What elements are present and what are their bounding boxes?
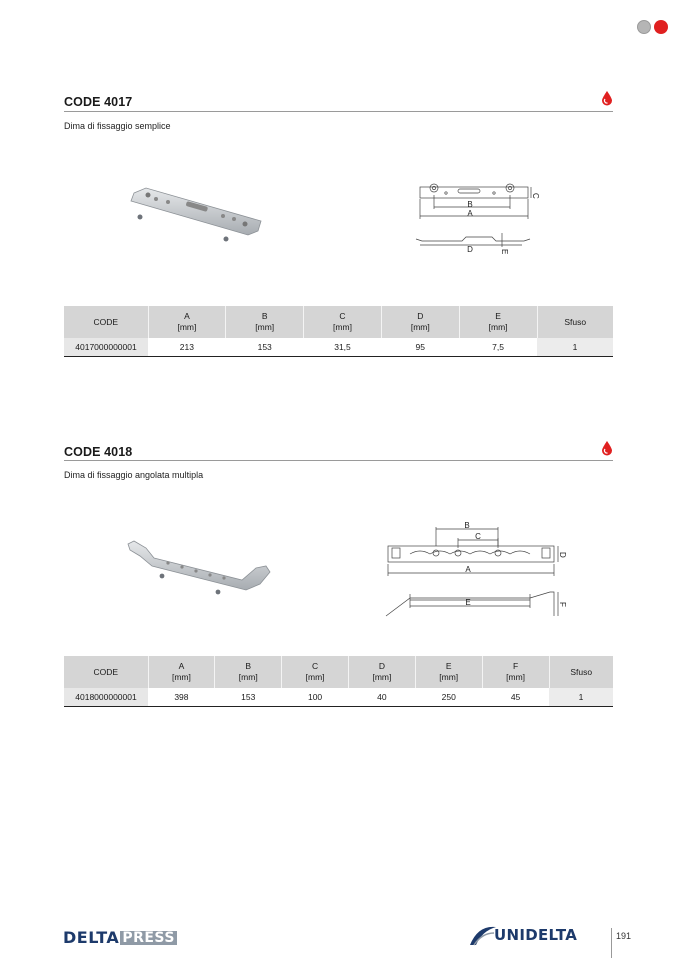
col-header-code: CODE	[64, 306, 148, 338]
col-header-sfuso: Sfuso	[549, 656, 613, 688]
dim-label-b: B	[464, 521, 470, 530]
cell-sfuso: 1	[537, 338, 613, 356]
cell-d: 95	[381, 338, 459, 356]
dim-label-e: E	[500, 249, 509, 255]
cell-code: 4017000000001	[64, 338, 148, 356]
cell-b: 153	[215, 688, 282, 706]
logo-text-delta: DELTA	[63, 928, 120, 947]
section-subtitle-4018: Dima di fissaggio angolata multipla	[64, 470, 204, 480]
col-header-sfuso: Sfuso	[537, 306, 613, 338]
table-row	[64, 688, 613, 706]
cell-d: 40	[348, 688, 415, 706]
cell-a: 213	[148, 338, 226, 356]
dim-label-c: C	[531, 193, 540, 199]
col-header-d: D [mm]	[381, 306, 459, 338]
col-header-b: B [mm]	[215, 656, 282, 688]
col-header-c: C [mm]	[282, 656, 349, 688]
deltapress-logo	[63, 928, 177, 947]
dim-label-c: C	[475, 532, 481, 541]
cell-c: 100	[282, 688, 349, 706]
logo-text-unidelta: UNIDELTA	[494, 926, 578, 944]
section-title-4017: CODE 4017	[64, 95, 133, 109]
dim-label-d: D	[467, 245, 473, 254]
col-header-a: A [mm]	[148, 306, 226, 338]
logo-text-press: PRESS	[122, 929, 175, 946]
dim-label-b: B	[467, 200, 473, 209]
col-header-b: B [mm]	[226, 306, 304, 338]
grey-category-dot	[637, 20, 651, 34]
col-header-code: CODE	[64, 656, 148, 688]
product-photo-4017	[126, 183, 266, 245]
dim-label-d: D	[558, 552, 567, 558]
water-drop-icon	[601, 90, 613, 106]
col-header-c: C [mm]	[304, 306, 382, 338]
table-header-row	[64, 306, 613, 338]
spec-table-4018	[64, 656, 613, 707]
red-category-dot	[654, 20, 668, 34]
product-photo-4018	[124, 538, 274, 598]
category-indicator	[637, 20, 668, 34]
col-header-e: E [mm]	[459, 306, 537, 338]
cell-c: 31,5	[304, 338, 382, 356]
col-header-d: D [mm]	[348, 656, 415, 688]
table-header-row	[64, 656, 613, 688]
col-header-a: A [mm]	[148, 656, 215, 688]
section-subtitle-4017: Dima di fissaggio semplice	[64, 121, 171, 131]
page-number-divider	[611, 928, 612, 958]
water-drop-icon	[601, 440, 613, 456]
section-title-4018: CODE 4018	[64, 445, 133, 459]
dim-label-e: E	[465, 598, 471, 607]
page-number: 191	[616, 931, 632, 941]
cell-b: 153	[226, 338, 304, 356]
table-row	[64, 338, 613, 356]
dim-label-a: A	[465, 565, 471, 574]
dim-label-a: A	[467, 209, 473, 218]
cell-e: 250	[415, 688, 482, 706]
cell-f: 45	[482, 688, 549, 706]
dim-label-f: F	[558, 602, 567, 607]
technical-drawing-4017	[414, 175, 546, 261]
spec-table-4017	[64, 306, 613, 357]
section-divider	[64, 460, 613, 461]
cell-sfuso: 1	[549, 688, 613, 706]
cell-e: 7,5	[459, 338, 537, 356]
col-header-e: E [mm]	[415, 656, 482, 688]
cell-a: 398	[148, 688, 215, 706]
cell-code: 4018000000001	[64, 688, 148, 706]
section-divider	[64, 111, 613, 112]
col-header-f: F [mm]	[482, 656, 549, 688]
technical-drawing-4018	[380, 520, 570, 620]
unidelta-logo	[468, 921, 577, 949]
